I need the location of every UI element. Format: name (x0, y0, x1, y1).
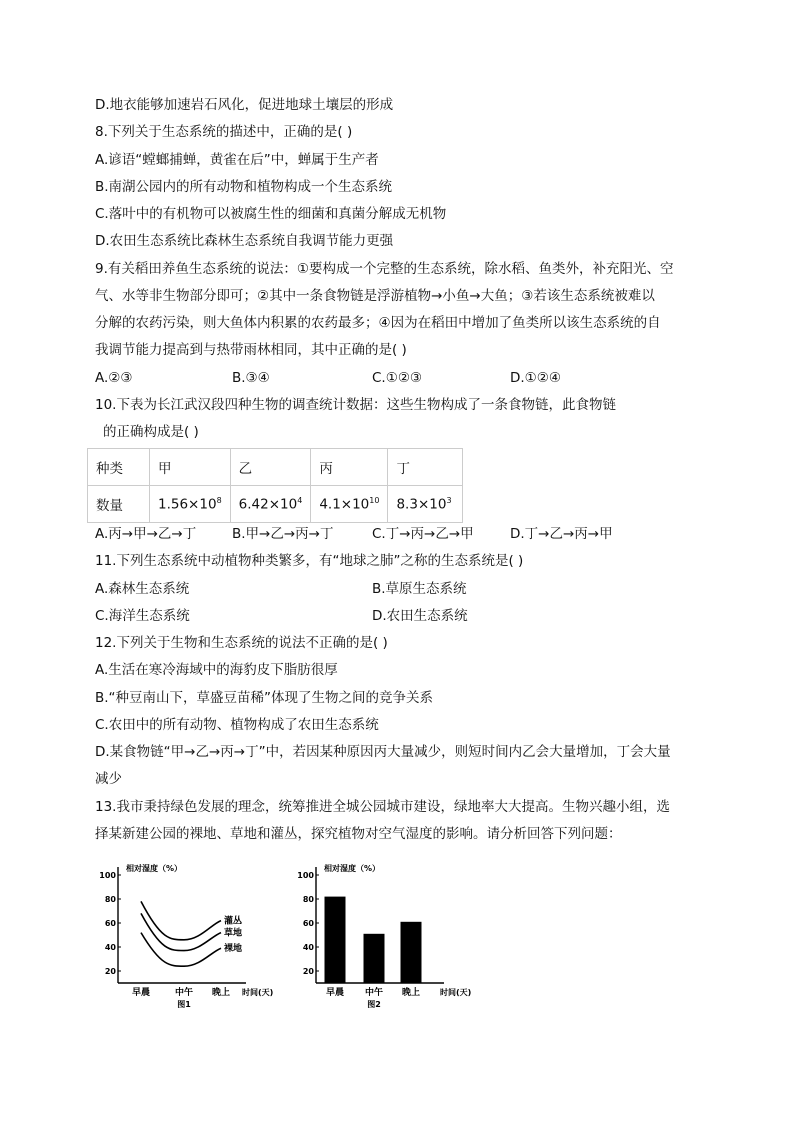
table-cell: 丁 (388, 449, 463, 486)
y-axis-label: 相对湿度（%） (324, 864, 381, 873)
x-tick-label: 中午 (174, 988, 194, 998)
q12-stem: 12.下列关于生物和生态系统的说法不正确的是( ) (95, 635, 388, 651)
survey-table (87, 448, 463, 523)
y-tick-label: 20 (302, 967, 314, 976)
q10-option-c: C.丁→丙→乙→甲 (372, 526, 474, 542)
value-exponent: 4 (297, 495, 303, 505)
q9-option-d: D.①②④ (510, 370, 561, 386)
q8-option-d: D.农田生态系统比森林生态系统自我调节能力更强 (95, 233, 394, 249)
q11-option-c: C.海洋生态系统 (95, 608, 190, 624)
value-base: 8.3×10 (396, 496, 447, 513)
q12-option-d: D.某食物链“甲→乙→丙→丁”中，若因某种原因丙大量减少，则短时间内乙会大量增加，丁会大量 (95, 744, 671, 760)
q9-stem-line-4: 我调节能力提高到与热带雨林相同，其中正确的是( ) (95, 342, 407, 358)
y-tick-label: 60 (104, 919, 116, 928)
table-cell: 丙 (311, 449, 388, 486)
y-tick-label: 100 (297, 871, 314, 880)
q9-option-c: C.①②③ (372, 370, 423, 386)
q9-stem-line-2: 气、水等非生物部分即可；②其中一条食物链是浮游植物→小鱼→大鱼；③若该生态系统被难以 (95, 288, 655, 304)
q8-option-b: B.南湖公园内的所有动物和植物构成一个生态系统 (95, 179, 393, 195)
figure-title: 图1 (177, 1000, 191, 1009)
figure-title: 图2 (367, 1000, 381, 1009)
value-base: 1.56×10 (158, 496, 217, 513)
value-base: 6.42×10 (238, 496, 298, 513)
y-tick-label: 60 (302, 919, 314, 928)
table-row (88, 486, 463, 523)
table-cell (230, 486, 311, 523)
bar (325, 897, 346, 983)
q8-option-c: C.落叶中的有机物可以被腐生性的细菌和真菌分解成无机物 (95, 206, 447, 222)
table-cell (388, 486, 463, 523)
q12-option-c: C.农田中的所有动物、植物构成了农田生态系统 (95, 717, 379, 733)
x-tick-label: 晚上 (401, 988, 421, 998)
table-row (88, 449, 463, 486)
series-label: 草地 (224, 928, 243, 939)
q9-stem-line-1: 9.有关稻田养鱼生态系统的说法：①要构成一个完整的生态系统，除水稻、鱼类外，补充阳光、空 (95, 261, 674, 277)
series-line (141, 913, 221, 950)
value-base: 4.1×10 (319, 496, 370, 513)
q12-option-d-cont: 减少 (95, 771, 122, 787)
x-axis-label: 时间(天) (440, 988, 472, 997)
series-label: 灌丛 (224, 916, 243, 927)
x-tick-label: 早晨 (325, 988, 345, 998)
table-cell: 甲 (150, 449, 231, 486)
q9-option-a: A.②③ (95, 370, 133, 386)
y-tick-label: 100 (99, 871, 116, 880)
bar (401, 922, 422, 983)
series-line (141, 933, 221, 967)
q13-stem-line-1: 13.我市秉持绿色发展的理念，统筹推进全城公园城市建设，绿地率大大提高。生物兴趣小组，选 (95, 799, 670, 815)
table-cell: 数量 (88, 486, 150, 523)
q10-stem-line-2: 的正确构成是( ) (103, 424, 199, 440)
series-label: 裸地 (224, 944, 243, 955)
q12-option-a: A.生活在寒冷海域中的海豹皮下脂肪很厚 (95, 662, 338, 678)
bar (364, 934, 385, 983)
x-tick-label: 早晨 (131, 988, 151, 998)
figure-2-bar-chart (294, 855, 484, 1010)
y-tick-label: 40 (302, 943, 314, 952)
y-tick-label: 80 (104, 895, 116, 904)
q11-option-a: A.森林生态系统 (95, 581, 190, 597)
table-cell (150, 486, 231, 523)
q13-stem-line-2: 择某新建公园的裸地、草地和灌丛，探究植物对空气湿度的影响。请分析回答下列问题： (95, 826, 622, 842)
value-exponent: 8 (216, 495, 222, 505)
x-axis-label: 时间(天) (242, 988, 274, 997)
q9-option-b: B.③④ (232, 370, 270, 386)
q10-option-d: D.丁→乙→丙→甲 (510, 526, 613, 542)
q8-option-a: A.谚语“螳螂捕蝉，黄雀在后”中，蝉属于生产者 (95, 152, 379, 168)
q12-option-b: B.“种豆南山下，草盛豆苗稀”体现了生物之间的竞争关系 (95, 690, 434, 706)
q11-option-d: D.农田生态系统 (372, 608, 468, 624)
value-exponent: 10 (369, 495, 380, 505)
q9-stem-line-3: 分解的农药污染，则大鱼体内积累的农药最多；④因为在稻田中增加了鱼类所以该生态系统的自 (95, 315, 661, 331)
value-exponent: 3 (446, 495, 452, 505)
q11-stem: 11.下列生态系统中动植物种类繁多，有“地球之肺”之称的生态系统是( ) (95, 553, 524, 569)
q10-stem-line-1: 10.下表为长江武汉段四种生物的调查统计数据：这些生物构成了一条食物链，此食物链 (95, 397, 616, 413)
q8-stem: 8.下列关于生态系统的描述中，正确的是( ) (95, 124, 353, 140)
y-tick-label: 80 (302, 895, 314, 904)
q10-option-b: B.甲→乙→丙→丁 (232, 526, 334, 542)
table-cell: 种类 (88, 449, 150, 486)
table-cell: 乙 (230, 449, 311, 486)
q10-option-a: A.丙→甲→乙→丁 (95, 526, 197, 542)
y-tick-label: 40 (104, 943, 116, 952)
x-tick-label: 中午 (364, 988, 384, 998)
text-line-q7d: D.地衣能够加速岩石风化，促进地球土壤层的形成 (95, 97, 394, 113)
figure-1-line-chart (96, 855, 286, 1010)
x-tick-label: 晚上 (211, 988, 231, 998)
y-tick-label: 20 (104, 967, 116, 976)
table-cell (311, 486, 388, 523)
y-axis-label: 相对湿度（%） (126, 864, 183, 873)
q11-option-b: B.草原生态系统 (372, 581, 467, 597)
